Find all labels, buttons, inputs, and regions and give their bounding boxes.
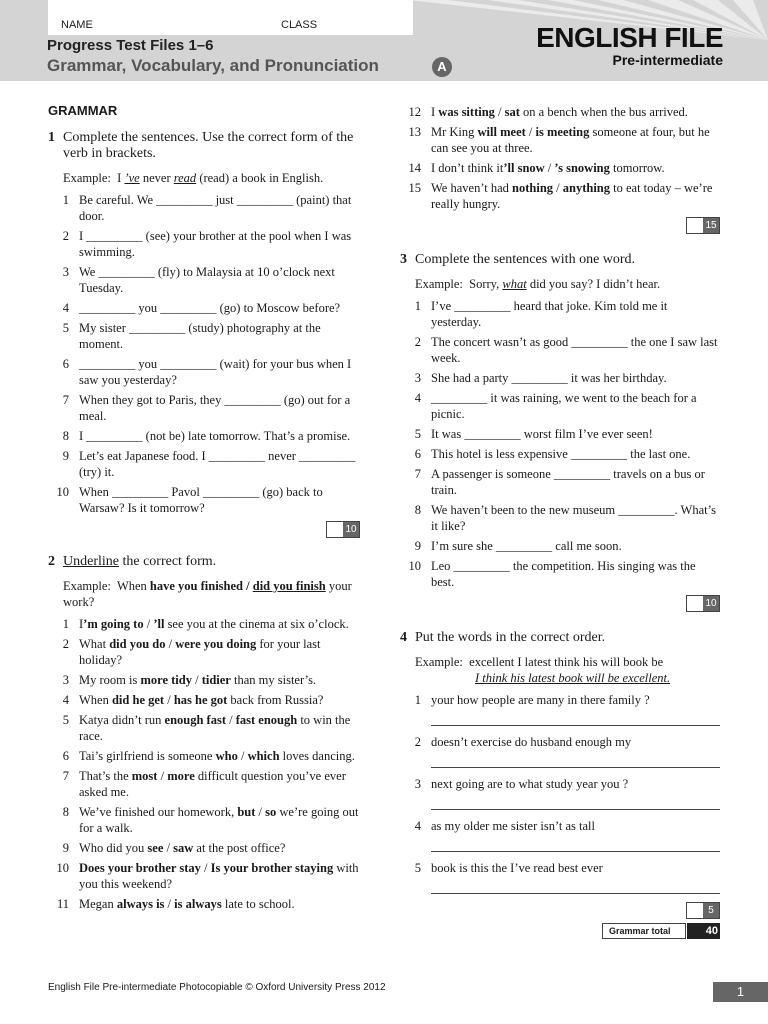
- list-item[interactable]: [400, 124, 720, 156]
- list-item[interactable]: [48, 748, 360, 764]
- list-item[interactable]: 9 Let’s eat Japanese food. I _________ never _________ (try) it.: [62, 449, 356, 479]
- item-text: [79, 693, 323, 707]
- item-text: [431, 125, 710, 155]
- item-number: 13: [408, 125, 421, 139]
- item-text-segment: /: [165, 637, 176, 651]
- footer-copyright: Photocopiable © Oxford University Press 2012: [176, 982, 386, 993]
- item-text: When _________ Pavol _________ (go) back to Warsaw? Is it tomorrow?: [79, 485, 323, 515]
- option-choice[interactable]: see: [147, 841, 164, 855]
- grammar-total-label: Grammar total: [602, 923, 686, 939]
- section-number: 1: [48, 130, 55, 145]
- section-3-instruction: [400, 252, 720, 268]
- section-2-example: [48, 578, 360, 610]
- example-label: Example:: [415, 277, 463, 291]
- option-choice[interactable]: did you do: [109, 637, 166, 651]
- list-item[interactable]: 4 _________ you _________ (go) to Moscow before?: [62, 301, 341, 315]
- section-2-score: [400, 217, 720, 234]
- item-text: [79, 637, 320, 667]
- example-answer: read: [173, 171, 197, 185]
- section-number: 3: [400, 252, 407, 267]
- list-item[interactable]: 1 Be careful. We _________ just _________ (paint) that door.: [62, 193, 352, 223]
- item-text: _________ you _________ (wait) for your bus when I saw you yesterday?: [79, 357, 352, 387]
- option-choice[interactable]: is meeting: [535, 125, 590, 139]
- answer-line[interactable]: [431, 880, 720, 894]
- list-item[interactable]: [48, 896, 360, 912]
- item-text-segment: with you this weekend?: [79, 861, 359, 891]
- section-4-instruction: [400, 630, 720, 646]
- answer-line[interactable]: [431, 712, 720, 726]
- item-text: your how people are many in there family ?: [431, 693, 650, 707]
- list-item[interactable]: 8 We haven’t been to the new museum _________. What’s it like?: [414, 503, 716, 533]
- item-text-segment: /: [164, 897, 175, 911]
- item-text-segment: late to school.: [221, 897, 295, 911]
- example-label: Example:: [415, 655, 463, 669]
- name-label: NAME: [61, 19, 93, 31]
- list-item[interactable]: [48, 636, 360, 668]
- item-text: Be careful. We _________ just _________ (paint) that door.: [79, 193, 352, 223]
- item-text: [79, 617, 349, 631]
- score-box[interactable]: [686, 217, 720, 234]
- item-text: [79, 805, 359, 835]
- item-text-segment: for your last holiday?: [79, 637, 321, 667]
- list-item: 1 your how people are many in there family ?: [414, 693, 650, 707]
- item-text-segment: to win the race.: [79, 713, 351, 743]
- option-choice[interactable]: most: [131, 769, 158, 783]
- item-number: 4: [62, 693, 69, 707]
- version-badge: A: [432, 57, 452, 77]
- option-choice[interactable]: ’s snowing: [554, 161, 610, 175]
- item-text-segment: Who did you: [79, 841, 148, 855]
- item-number: 14: [408, 161, 421, 175]
- item-text: Leo _________ the competition. His singing was the best.: [431, 559, 696, 589]
- list-item[interactable]: 7 A passenger is someone _________ travels on a bus or train.: [414, 467, 705, 497]
- item-text: as my older me sister isn’t as tall: [431, 819, 595, 833]
- item-text: I’m sure she _________ call me soon.: [431, 539, 622, 553]
- list-item: 5 book is this the I’ve read best ever: [414, 861, 603, 875]
- section-4-score: [400, 902, 720, 919]
- page-number: 1: [713, 982, 768, 1002]
- example-text: When: [116, 579, 150, 593]
- score-box[interactable]: [686, 902, 720, 919]
- list-item[interactable]: 4 _________ it was raining, we went to the beach for a picnic.: [414, 391, 697, 421]
- item-text: doesn’t exercise do husband enough my: [431, 735, 632, 749]
- option-choice[interactable]: ’m going to: [83, 617, 144, 631]
- item-text-segment: we’re going out for a walk.: [79, 805, 359, 835]
- option-choice[interactable]: were you doing: [175, 637, 257, 651]
- item-text: The concert wasn’t as good _________ the one I saw last week.: [431, 335, 718, 365]
- item-text: [79, 749, 355, 763]
- list-item[interactable]: 7 When they got to Paris, they _________ (go) out for a meal.: [62, 393, 351, 423]
- item-text-segment: /: [157, 769, 168, 783]
- list-item[interactable]: [48, 768, 360, 800]
- example-separator: /: [243, 579, 253, 593]
- item-text-segment: difficult question you’ve ever asked me.: [79, 769, 346, 799]
- score-box[interactable]: [686, 595, 720, 612]
- instruction-text: the correct form.: [118, 554, 217, 569]
- list-item[interactable]: [400, 160, 720, 176]
- list-item[interactable]: 3 We _________ (fly) to Malaysia at 10 o’clock next Tuesday.: [62, 265, 335, 295]
- level-label: Pre-intermediate: [612, 52, 723, 68]
- item-text-segment: /: [494, 105, 505, 119]
- list-item[interactable]: 9 I’m sure she _________ call me soon.: [414, 539, 622, 553]
- item-text: [79, 897, 295, 911]
- score-max: 10: [703, 596, 719, 611]
- item-text: [79, 861, 359, 891]
- instruction-text: Put the words in the correct order.: [415, 630, 606, 645]
- item-text: We _________ (fly) to Malaysia at 10 o’clock next Tuesday.: [79, 265, 335, 295]
- example-option: have you finished: [149, 579, 244, 593]
- item-text-segment: to eat today – we’re really hungry.: [431, 181, 713, 211]
- item-number: 6: [62, 749, 69, 763]
- section-number: 4: [400, 630, 407, 645]
- score-box[interactable]: [326, 521, 360, 538]
- item-text-segment: /: [544, 161, 555, 175]
- example-label: Example:: [63, 579, 111, 593]
- list-item[interactable]: 10 When _________ Pavol _________ (go) back to Warsaw? Is it tomorrow?: [56, 485, 323, 515]
- answer-line[interactable]: [431, 838, 720, 852]
- score-max: 10: [343, 522, 359, 537]
- test-title: Progress Test Files 1–6: [47, 37, 214, 54]
- item-text: _________ you _________ (go) to Moscow before?: [79, 301, 341, 315]
- option-choice[interactable]: Does your brother stay: [79, 861, 201, 875]
- item-number: 11: [56, 897, 69, 911]
- option-choice[interactable]: more: [167, 769, 195, 783]
- item-text-segment: /: [226, 713, 236, 727]
- list-item[interactable]: [400, 104, 720, 120]
- item-text: [431, 161, 665, 175]
- item-text-segment: /: [237, 749, 248, 763]
- item-text: [431, 105, 688, 119]
- grammar-total: [400, 923, 720, 939]
- example-text: (read) a book in English.: [196, 171, 324, 185]
- item-text-segment: /: [525, 125, 536, 139]
- item-number: 10: [56, 861, 69, 875]
- item-text-segment: What: [79, 637, 110, 651]
- item-text-segment: That’s the: [79, 769, 132, 783]
- option-choice[interactable]: fast enough: [235, 713, 298, 727]
- item-text: A passenger is someone _________ travels on a bus or train.: [431, 467, 705, 497]
- section-number: 2: [48, 554, 55, 569]
- option-choice[interactable]: sat: [504, 105, 520, 119]
- item-text-segment: loves dancing.: [279, 749, 355, 763]
- item-number: 1: [62, 617, 69, 631]
- item-text-segment: We’ve finished our homework,: [79, 805, 238, 819]
- option-choice[interactable]: nothing: [512, 181, 554, 195]
- item-text-segment: Tai’s girlfriend is someone: [79, 749, 216, 763]
- item-text-segment: I don’t think it: [431, 161, 504, 175]
- item-text: [431, 181, 712, 211]
- instruction-text: Complete the sentences. Use the correct form of the verb in brackets.: [63, 130, 354, 161]
- score-max: 15: [703, 218, 719, 233]
- list-item[interactable]: 3 She had a party _________ it was her birthday.: [414, 371, 667, 385]
- option-choice[interactable]: did he get: [111, 693, 165, 707]
- name-class-box: [48, 0, 413, 35]
- list-item[interactable]: 10 Leo _________ the competition. His singing was the best.: [408, 559, 696, 589]
- list-item[interactable]: 2 The concert wasn’t as good _________ the one I saw last week.: [414, 335, 718, 365]
- list-item[interactable]: [48, 712, 360, 744]
- example-text: never: [139, 171, 174, 185]
- instruction-text: Complete the sentences with one word.: [415, 252, 636, 267]
- section-1-items: [48, 192, 360, 516]
- list-item[interactable]: 1 I’ve _________ heard that joke. Kim told me it yesterday.: [414, 299, 668, 329]
- section-1-instruction: [48, 130, 360, 162]
- item-text: I’ve _________ heard that joke. Kim told me it yesterday.: [431, 299, 668, 329]
- option-choice[interactable]: ’ll: [153, 617, 165, 631]
- item-text: When they got to Paris, they _________ (go) out for a meal.: [79, 393, 351, 423]
- item-text-segment: /: [164, 693, 174, 707]
- item-text-segment: /: [200, 861, 211, 875]
- option-choice[interactable]: tidier: [201, 673, 231, 687]
- item-text: [79, 673, 316, 687]
- list-item[interactable]: [48, 804, 360, 836]
- item-text-segment: Katya didn’t run: [79, 713, 165, 727]
- item-text: My sister _________ (study) photography at the moment.: [79, 321, 321, 351]
- test-subtitle: Grammar, Vocabulary, and Pronunciation: [47, 56, 379, 75]
- item-number: 12: [408, 105, 421, 119]
- example-label: Example:: [63, 171, 111, 185]
- section-2-items: [48, 616, 360, 912]
- item-text: Let’s eat Japanese food. I _________ never _________ (try) it.: [79, 449, 356, 479]
- option-choice[interactable]: which: [247, 749, 280, 763]
- grammar-heading: GRAMMAR: [48, 103, 118, 118]
- right-column: [400, 104, 720, 939]
- item-text-segment: I: [79, 617, 84, 631]
- example-text: I: [117, 171, 125, 185]
- option-choice[interactable]: who: [215, 749, 238, 763]
- item-text-segment: My room is: [79, 673, 141, 687]
- item-text-segment: than my sister’s.: [230, 673, 317, 687]
- list-item[interactable]: [48, 616, 360, 632]
- item-number: 8: [62, 805, 69, 819]
- page-header: [0, 0, 768, 81]
- section-4-example: [400, 654, 720, 686]
- list-item[interactable]: [48, 860, 360, 892]
- footer-book: English File Pre-intermediate: [48, 982, 177, 993]
- page-footer: [48, 982, 386, 993]
- item-text: I _________ (not be) late tomorrow. That’s a promise.: [79, 429, 351, 443]
- list-item[interactable]: [48, 692, 360, 708]
- section-4-items: [400, 692, 720, 894]
- answer-line[interactable]: [431, 796, 720, 810]
- item-text: This hotel is less expensive _________ the last one.: [431, 447, 691, 461]
- item-text-segment: Mr King: [431, 125, 478, 139]
- list-item[interactable]: 6 This hotel is less expensive _________ the last one.: [414, 447, 691, 461]
- item-number: 7: [62, 769, 69, 783]
- list-item[interactable]: 2 I _________ (see) your brother at the pool when I was swimming.: [62, 229, 352, 259]
- option-choice[interactable]: saw: [173, 841, 194, 855]
- item-text-segment: Megan: [79, 897, 117, 911]
- section-3-items: [400, 298, 720, 590]
- option-choice[interactable]: always is: [116, 897, 165, 911]
- item-text-segment: tomorrow.: [609, 161, 665, 175]
- option-choice[interactable]: anything: [562, 181, 611, 195]
- item-text-segment: /: [255, 805, 266, 819]
- brand-logo: ENGLISH FILE: [536, 22, 723, 53]
- item-text: [79, 769, 346, 799]
- list-item[interactable]: [400, 180, 720, 212]
- option-choice[interactable]: was sitting: [438, 105, 495, 119]
- list-item[interactable]: 5 My sister _________ (study) photography at the moment.: [62, 321, 321, 351]
- example-answer: did you finish: [252, 579, 326, 593]
- item-text: next going are to what study year you ?: [431, 777, 629, 791]
- list-item: 2 doesn’t exercise do husband enough my: [414, 735, 632, 749]
- item-number: 9: [62, 841, 69, 855]
- item-text: book is this the I’ve read best ever: [431, 861, 603, 875]
- instruction-underline: Underline: [63, 554, 119, 569]
- option-choice[interactable]: enough fast: [164, 713, 226, 727]
- option-choice[interactable]: but: [237, 805, 256, 819]
- section-2-items-continued: [400, 104, 720, 212]
- list-item[interactable]: 8 I _________ (not be) late tomorrow. That’s a promise.: [62, 429, 351, 443]
- section-3-score: [400, 595, 720, 612]
- section-2-instruction: [48, 554, 360, 570]
- item-text-segment: /: [163, 841, 174, 855]
- example-text: your work?: [63, 579, 352, 609]
- item-text-segment: at the post office?: [193, 841, 286, 855]
- item-number: 5: [62, 713, 69, 727]
- list-item[interactable]: 5 It was _________ worst film I’ve ever seen!: [414, 427, 653, 441]
- item-text-segment: /: [191, 673, 202, 687]
- item-text-segment: on a bench when the bus arrived.: [519, 105, 688, 119]
- item-text: [79, 841, 285, 855]
- list-item[interactable]: 6 _________ you _________ (wait) for your bus when I saw you yesterday?: [62, 357, 352, 387]
- example-answer: ’ve: [124, 171, 140, 185]
- option-choice[interactable]: is always: [174, 897, 222, 911]
- grammar-total-value: 40: [687, 923, 720, 939]
- section-3-example: [400, 276, 720, 292]
- item-text: I _________ (see) your brother at the pool when I was swimming.: [79, 229, 352, 259]
- item-number: 3: [62, 673, 69, 687]
- item-text-segment: /: [143, 617, 154, 631]
- item-text-segment: When: [79, 693, 112, 707]
- example-text: did you say? I didn’t hear.: [526, 277, 661, 291]
- item-text: _________ it was raining, we went to the beach for a picnic.: [431, 391, 697, 421]
- section-1-score: [48, 521, 360, 538]
- example-answer: what: [502, 277, 527, 291]
- option-choice[interactable]: has he got: [173, 693, 228, 707]
- item-text-segment: We haven’t had: [431, 181, 513, 195]
- example-answer: I think his latest book will be excellent.: [475, 671, 671, 685]
- option-choice[interactable]: will meet: [477, 125, 526, 139]
- example-words: excellent I latest think his will book be: [469, 655, 664, 669]
- item-text: It was _________ worst film I’ve ever seen!: [431, 427, 653, 441]
- score-max: 5: [703, 903, 719, 918]
- section-1-example: [48, 170, 360, 186]
- option-choice[interactable]: ’ll snow: [503, 161, 545, 175]
- option-choice[interactable]: so: [265, 805, 277, 819]
- item-text-segment: back from Russia?: [227, 693, 324, 707]
- item-text-segment: someone at four, but he can see you at three.: [431, 125, 710, 155]
- item-text: We haven’t been to the new museum _________. What’s it like?: [431, 503, 716, 533]
- option-choice[interactable]: more tidy: [140, 673, 192, 687]
- list-item: 3 next going are to what study year you ?: [414, 777, 629, 791]
- item-text-segment: /: [553, 181, 563, 195]
- example-text: Sorry,: [469, 277, 503, 291]
- answer-line[interactable]: [431, 754, 720, 768]
- item-number: 2: [62, 637, 69, 651]
- item-text-segment: I: [431, 105, 439, 119]
- item-number: 15: [408, 181, 421, 195]
- option-choice[interactable]: Is your brother staying: [210, 861, 334, 875]
- list-item[interactable]: [48, 840, 360, 856]
- list-item: 4 as my older me sister isn’t as tall: [414, 819, 595, 833]
- item-text-segment: see you at the cinema at six o’clock.: [164, 617, 349, 631]
- item-text: She had a party _________ it was her birthday.: [431, 371, 667, 385]
- class-label: CLASS: [281, 19, 318, 31]
- list-item[interactable]: [48, 672, 360, 688]
- item-text: [79, 713, 350, 743]
- left-column: [48, 103, 360, 916]
